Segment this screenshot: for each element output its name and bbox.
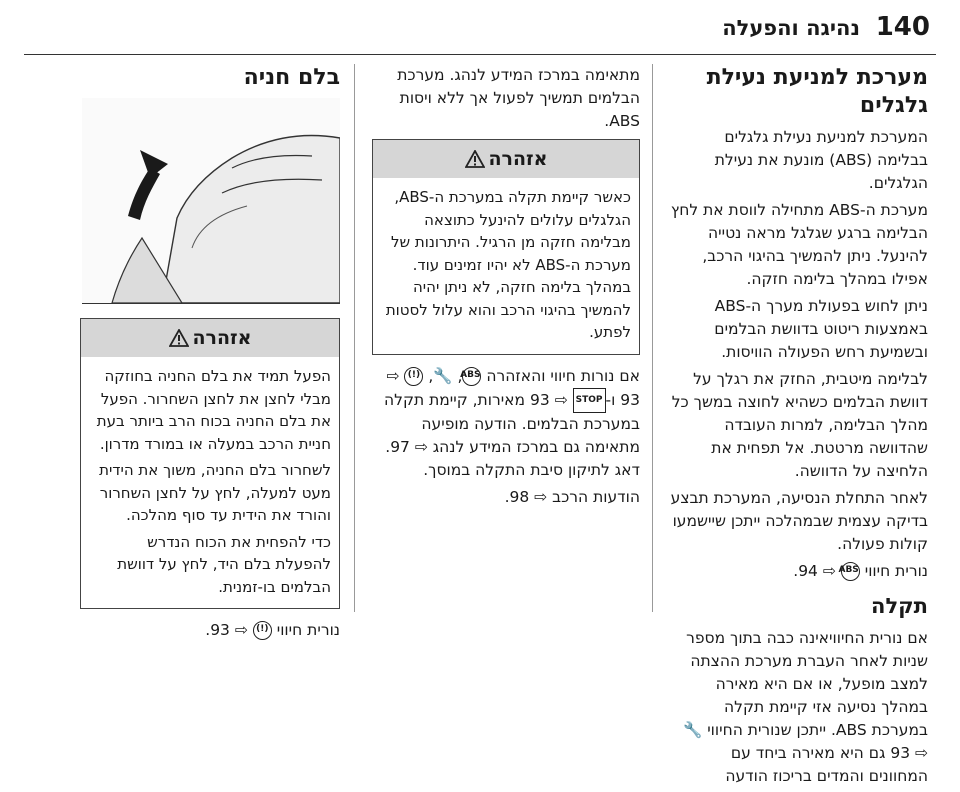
warning-triangle-icon <box>169 329 189 347</box>
paragraph: אם נורות חיווי והאזהרה ABS, 🔧, (!) ⇨ 93 ו-STOP ⇨ 93 מאירות, קיימת תקלה במערכת הבלמים. הודעה מופיעה מתאימה גם במרכז המידע לנהג ⇨ 97. דאג לתיקון סיבת התקלה במוסך. <box>384 366 640 479</box>
subheading-fault: תקלה <box>871 594 928 618</box>
paragraph: המערכת למניעת נעילת גלגלים בבלימה (ABS) מונעת את נעילת הגלגלים. <box>714 128 928 192</box>
abs-indicator-icon: ABS <box>462 367 481 386</box>
column-separator <box>354 64 355 612</box>
parking-brake-illustration <box>82 98 340 304</box>
arrow-icon: ⇨ <box>234 621 248 639</box>
arrow-icon: ⇨ <box>554 390 568 409</box>
header-rule <box>24 54 936 55</box>
warning-body: כאשר קיימת תקלה במערכת ה-ABS, הגלגלים עלולים להינעל כתוצאה מבלימה חזקה מן הרגיל. היתרונות של מערכת ה-ABS לא יהיו זמינים עוד. במהלך בלימה חזקה, לא ניתן יהיה להמשיך בהיגוי הרכב והוא עלול לסטות לפתע. <box>385 188 631 341</box>
paragraph: לאחר התחלת הנסיעה, המערכת תבצע בדיקה עצמית שבמהלכה ייתכן שיישמעו קולות פעולה. <box>670 489 928 553</box>
brake-warning-icon: (!) <box>404 367 423 386</box>
section-heading-abs: מערכת למניעת נעילת גלגלים <box>706 65 928 118</box>
paragraph: מתאימה במרכז המידע לנהג. מערכת הבלמים תמשיך לפעול אך ללא ויסות ABS. <box>397 66 640 130</box>
arrow-icon: ⇨ <box>822 562 836 580</box>
column-separator <box>652 64 653 612</box>
page-header <box>0 0 960 58</box>
wrench-icon: 🔧 <box>682 721 703 739</box>
middle-column <box>372 64 640 513</box>
warning-header: אזהרה <box>373 140 639 178</box>
arrow-icon: ⇨ <box>534 487 548 506</box>
arrow-icon: ⇨ <box>915 744 928 762</box>
right-column <box>670 64 928 792</box>
warning-header: אזהרה <box>81 319 339 357</box>
section-heading-parking-brake: בלם חניה <box>243 65 340 90</box>
stop-indicator-icon: STOP <box>573 388 606 413</box>
arrow-icon: ⇨ <box>386 366 400 385</box>
paragraph: לבלימה מיטבית, החזק את רגלך על דוושת הבלמים כשהיא לחוצה במשך כל מהלך הבלימה, למרות העובדה שהדוושה מרטטת. אל תפחית את הלחיצה על הדוושה. <box>671 370 928 480</box>
arrow-icon: ⇨ <box>414 437 428 456</box>
paragraph: אם נורית החיוויאינה כבה בתוך מספר שניות לאחר העברת מערכת ההצתה למצב מופעל, או אם היא מאירה במהלך נסיעה אזי קיימת תקלה במערכת ABS. ייתכן שנורית החיווי 🔧 ⇨ 93 גם היא מאירה ביחד עם המחוונים והמדים בריכוז הודעה <box>682 629 928 785</box>
cross-reference <box>670 560 928 583</box>
warning-box <box>80 318 340 609</box>
header-title: נהיגה והפעלה <box>722 16 860 40</box>
left-column <box>80 64 340 646</box>
ref-page: 94. <box>793 562 818 580</box>
paragraph: ניתן לחוש בפעולת מערך ה-ABS באמצעות ריטוט בדוושת הבלמים ובשמיעת רחש הפעולה הוויסות. <box>714 297 928 361</box>
page-number: 140 <box>875 12 930 42</box>
warning-triangle-icon <box>465 150 485 168</box>
wrench-icon: 🔧 <box>433 366 453 385</box>
paragraph: מערכת ה-ABS מתחילה לווסת את לחץ הבלימה ברגע שגלגל מראה נטייה להינעל. ניתן להמשיך בהיגוי הרכב, אפילו במהלך בלימה חזקה. <box>670 201 928 288</box>
cross-reference: נורית חיווי (!) ⇨ 93. <box>205 621 340 639</box>
cross-reference: הודעות הרכב ⇨ 98. <box>504 487 640 506</box>
warning-box <box>372 139 640 355</box>
abs-indicator-icon: ABS <box>841 562 860 581</box>
ref-label: נורית חיווי <box>864 562 928 580</box>
warning-body: הפעל תמיד את בלם החניה בחוזקה מבלי לחצן את לחצן השחרור. הפעל את בלם החניה בכוח הרב ביותר בעת חניית הרכב במעלה או במורד מדרון. לשחרור בלם החניה, משוך את הידית מעט למעלה, לחץ על לחצן השחרור והורד את הידית עד סוף מהלכה. כדי להפחית את הכוח הנדרש להפעלת בלם היד, לחץ על דוושת הבלמים בו-זמנית. <box>96 367 331 596</box>
brake-warning-icon: (!) <box>253 621 272 640</box>
